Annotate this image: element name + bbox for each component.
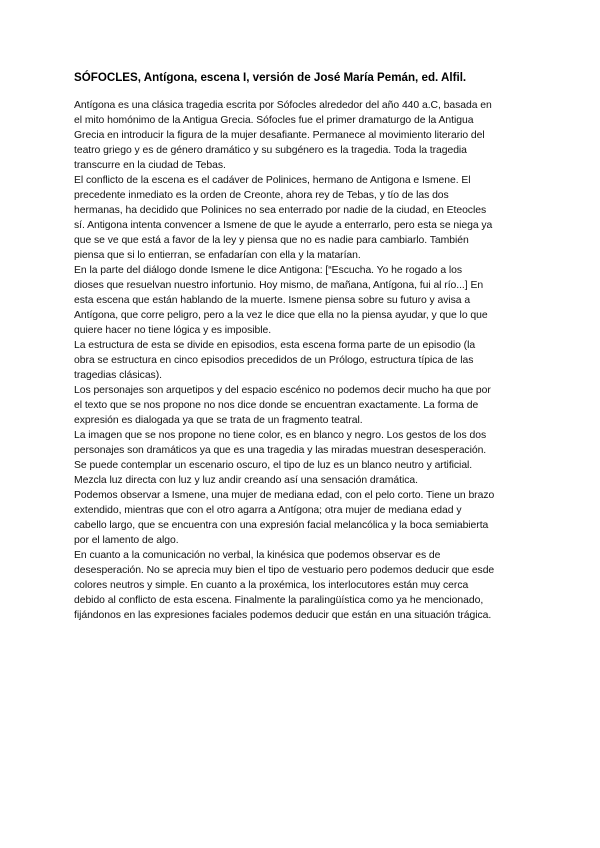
body-line: cabello largo, que se encuentra con una expresión facial melancólica y la boca semiabierta	[74, 520, 489, 531]
document-body	[74, 98, 544, 623]
body-line: colores neutros y simple. En cuanto a la proxémica, los interlocutores están muy cerca	[74, 580, 469, 591]
body-line: La imagen que se nos propone no tiene color, es en blanco y negro. Los gestos de los dos	[74, 430, 487, 441]
body-line: Grecia en introducir la figura de la mujer desafiante. Permanece al movimiento literario del	[74, 130, 485, 141]
body-line: Los personajes son arquetipos y del espacio escénico no podemos decir mucho ha que por	[74, 385, 491, 396]
body-line: El conflicto de la escena es el cadáver de Polinices, hermano de Antigona e Ismene. El	[74, 175, 471, 186]
body-line: el mito homónimo de la Antigua Grecia. Sófocles fue el primer dramaturgo de la Antigua	[74, 115, 474, 126]
body-line: fijándonos en las expresiones faciales podemos deducir que están en una situación trágica.	[74, 610, 492, 621]
body-line: La estructura de esta se divide en episodios, esta escena forma parte de un episodio (la	[74, 340, 476, 351]
body-line: Se puede contemplar un escenario oscuro, el tipo de luz es un blanco neutro y artificial.	[74, 460, 473, 471]
body-line: expresión es dialogada ya que se trata de un fragmento teatral.	[74, 415, 363, 426]
document-title: SÓFOCLES, Antígona, escena I, versión de José María Pemán, ed. Alfil.	[74, 71, 467, 84]
body-line: el texto que se nos propone no nos dice donde se encuentran exactamente. La forma de	[74, 400, 479, 411]
body-line: Podemos observar a Ismene, una mujer de mediana edad, con el pelo corto. Tiene un brazo	[74, 490, 495, 501]
body-line: desesperación. No se aprecia muy bien el tipo de vestuario pero podemos deducir que esde	[74, 565, 495, 576]
body-line: obra se estructura en cinco episodios precedidos de un Prólogo, estructura típica de las	[74, 355, 474, 366]
body-line: En cuanto a la comunicación no verbal, la kinésica que podemos observar es de	[74, 550, 441, 561]
body-line: que se ve que está a favor de la ley y piensa que no es nadie para cambiarlo. También	[74, 235, 469, 246]
body-line: teatro griego y es de género dramático y su subgénero es la tragedia. Toda la tragedia	[74, 145, 467, 156]
body-line: Mezcla luz directa con luz y luz andir creando así una sensación dramática.	[74, 475, 418, 486]
body-line: extendido, mientras que con el otro agarra a Antígona; otra mujer de mediana edad y	[74, 505, 462, 516]
body-line: Antígona es una clásica tragedia escrita por Sófocles alrededor del año 440 a.C, basada en	[74, 100, 492, 111]
body-line: tragedias clásicas).	[74, 370, 162, 381]
body-line: transcurre en la ciudad de Tebas.	[74, 160, 226, 171]
body-line: dioses que resuelvan nuestro infortunio. Hoy mismo, de mañana, Antígona, fui al río...] En	[74, 280, 484, 291]
body-line: En la parte del diálogo donde Ismene le dice Antigona: [“Escucha. Yo he rogado a los	[74, 265, 463, 276]
body-line: piensa que si lo entierran, se enfadarían con ella y la matarían.	[74, 250, 361, 261]
body-line: por el lamento de algo.	[74, 535, 179, 546]
body-line: precedente inmediato es la orden de Creonte, ahora rey de Tebas, y tío de las dos	[74, 190, 449, 201]
body-line: Antígona, que corre peligro, pero a la vez le dice que ella no la piensa ayudar, y que lo que	[74, 310, 488, 321]
body-line: debido al conflicto de esta escena. Finalmente la paralingüística como ya he mencionado,	[74, 595, 484, 606]
body-line: esta escena que están hablando de la muerte. Ismene piensa sobre su futuro y avisa a	[74, 295, 471, 306]
body-line: hermanas, ha decidido que Polinices no sea enterrado por nadie de la ciudad, en Eteocles	[74, 205, 487, 216]
body-line: personajes son dramáticos ya que es una tragedia y las miradas muestran desesperación.	[74, 445, 487, 456]
body-line: sí. Antigona intenta convencer a Ismene de que le ayude a enterrarlo, pero esta se niega ya	[74, 220, 493, 231]
body-line: quiere hacer no tiene lógica y es imposible.	[74, 325, 272, 336]
